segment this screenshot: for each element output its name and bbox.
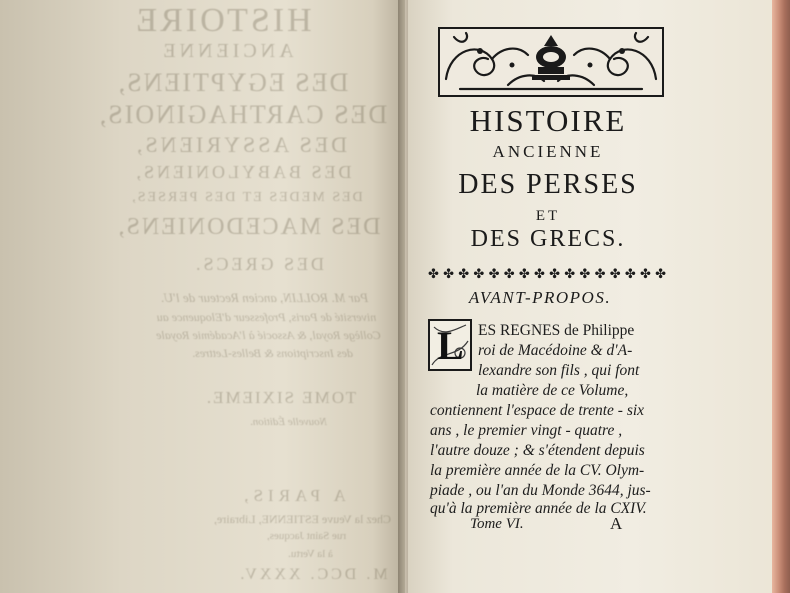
subtitle-line: ANCIENNE [492, 142, 604, 161]
ghost-line: Chez la Veuve ESTIENNE, Libraire, [213, 512, 392, 526]
ghost-line: des Inscriptions & Belles-Lettres. [192, 346, 353, 360]
ghost-line: DES GRECS. [192, 254, 325, 274]
title-line: HISTOIRE [469, 103, 627, 138]
headpiece-ornament-icon [440, 29, 662, 95]
ghost-line: DES EGYPTIENS, [116, 68, 349, 97]
drop-cap [428, 319, 472, 371]
text-line: roi de Macédoine & d'A- [478, 342, 633, 359]
section-heading: AVANT-PROPOS. [468, 288, 612, 307]
text-line: lexandre son fils , qui font [478, 362, 640, 379]
text-line: ES REGNES de Philippe [478, 322, 635, 339]
ghost-line: HISTOIRE [133, 2, 312, 39]
ghost-line: A PARIS, [239, 486, 346, 505]
page-edge [772, 0, 790, 593]
gathering-signature: A [610, 514, 623, 533]
text-line: piade , ou l'an du Monde 3644, jus- [430, 482, 651, 499]
ghost-line: DES CARTHAGINOIS, [97, 100, 388, 129]
ghost-line: DES ASSYRIENS, [133, 132, 348, 157]
ghost-line: ANCIENNE [159, 40, 294, 62]
text-line: qu'à la première année de la CXIV. [430, 500, 647, 517]
ghost-line: niversité de Paris, Professeur d'Eloquence au [156, 310, 377, 324]
ghost-line: DES MEDES ET DES PERSES, [130, 190, 363, 205]
fleuron-divider-icon: ✤ ✤ ✤ ✤ ✤ ✤ ✤ ✤ ✤ ✤ ✤ ✤ ✤ ✤ ✤ ✤ [428, 266, 667, 281]
ghost-line: Par M. ROLLIN, ancien Recteur de l'U. [160, 290, 369, 305]
ghost-line: DES MACEDONIENS, [116, 214, 381, 240]
ghost-line: M. DCC. XXXV. [237, 566, 388, 583]
title-line-3: DES PERSES [458, 169, 638, 200]
ghost-line: Nouvelle Édition. [250, 416, 327, 428]
ghost-line: DES BABYLONIENS, [133, 162, 352, 182]
ornamental-headpiece [438, 27, 664, 97]
text-line: ans , le premier vingt - quatre , [430, 422, 623, 439]
title-line-5: DES GRECS. [470, 226, 626, 252]
volume-signature: Tome VI. [470, 516, 524, 532]
ghost-line: TOME SIXIEME. [204, 388, 357, 407]
text-line: la première année de la CV. Olym- [430, 462, 645, 479]
text-line: l'autre douze ; & s'étendent depuis [430, 442, 645, 459]
ghost-line: rue Saint Jacques, [266, 530, 347, 542]
drop-cap-letter: L [437, 323, 464, 368]
title-line-4: ET [535, 208, 561, 224]
text-line: la matière de ce Volume, [476, 382, 629, 399]
ghost-line: à la Vertu. [288, 548, 333, 560]
text-line: contiennent l'espace de trente - six [430, 402, 645, 419]
ghost-line: Collège Royal, & Associé à l'Académie Royale [156, 328, 381, 342]
